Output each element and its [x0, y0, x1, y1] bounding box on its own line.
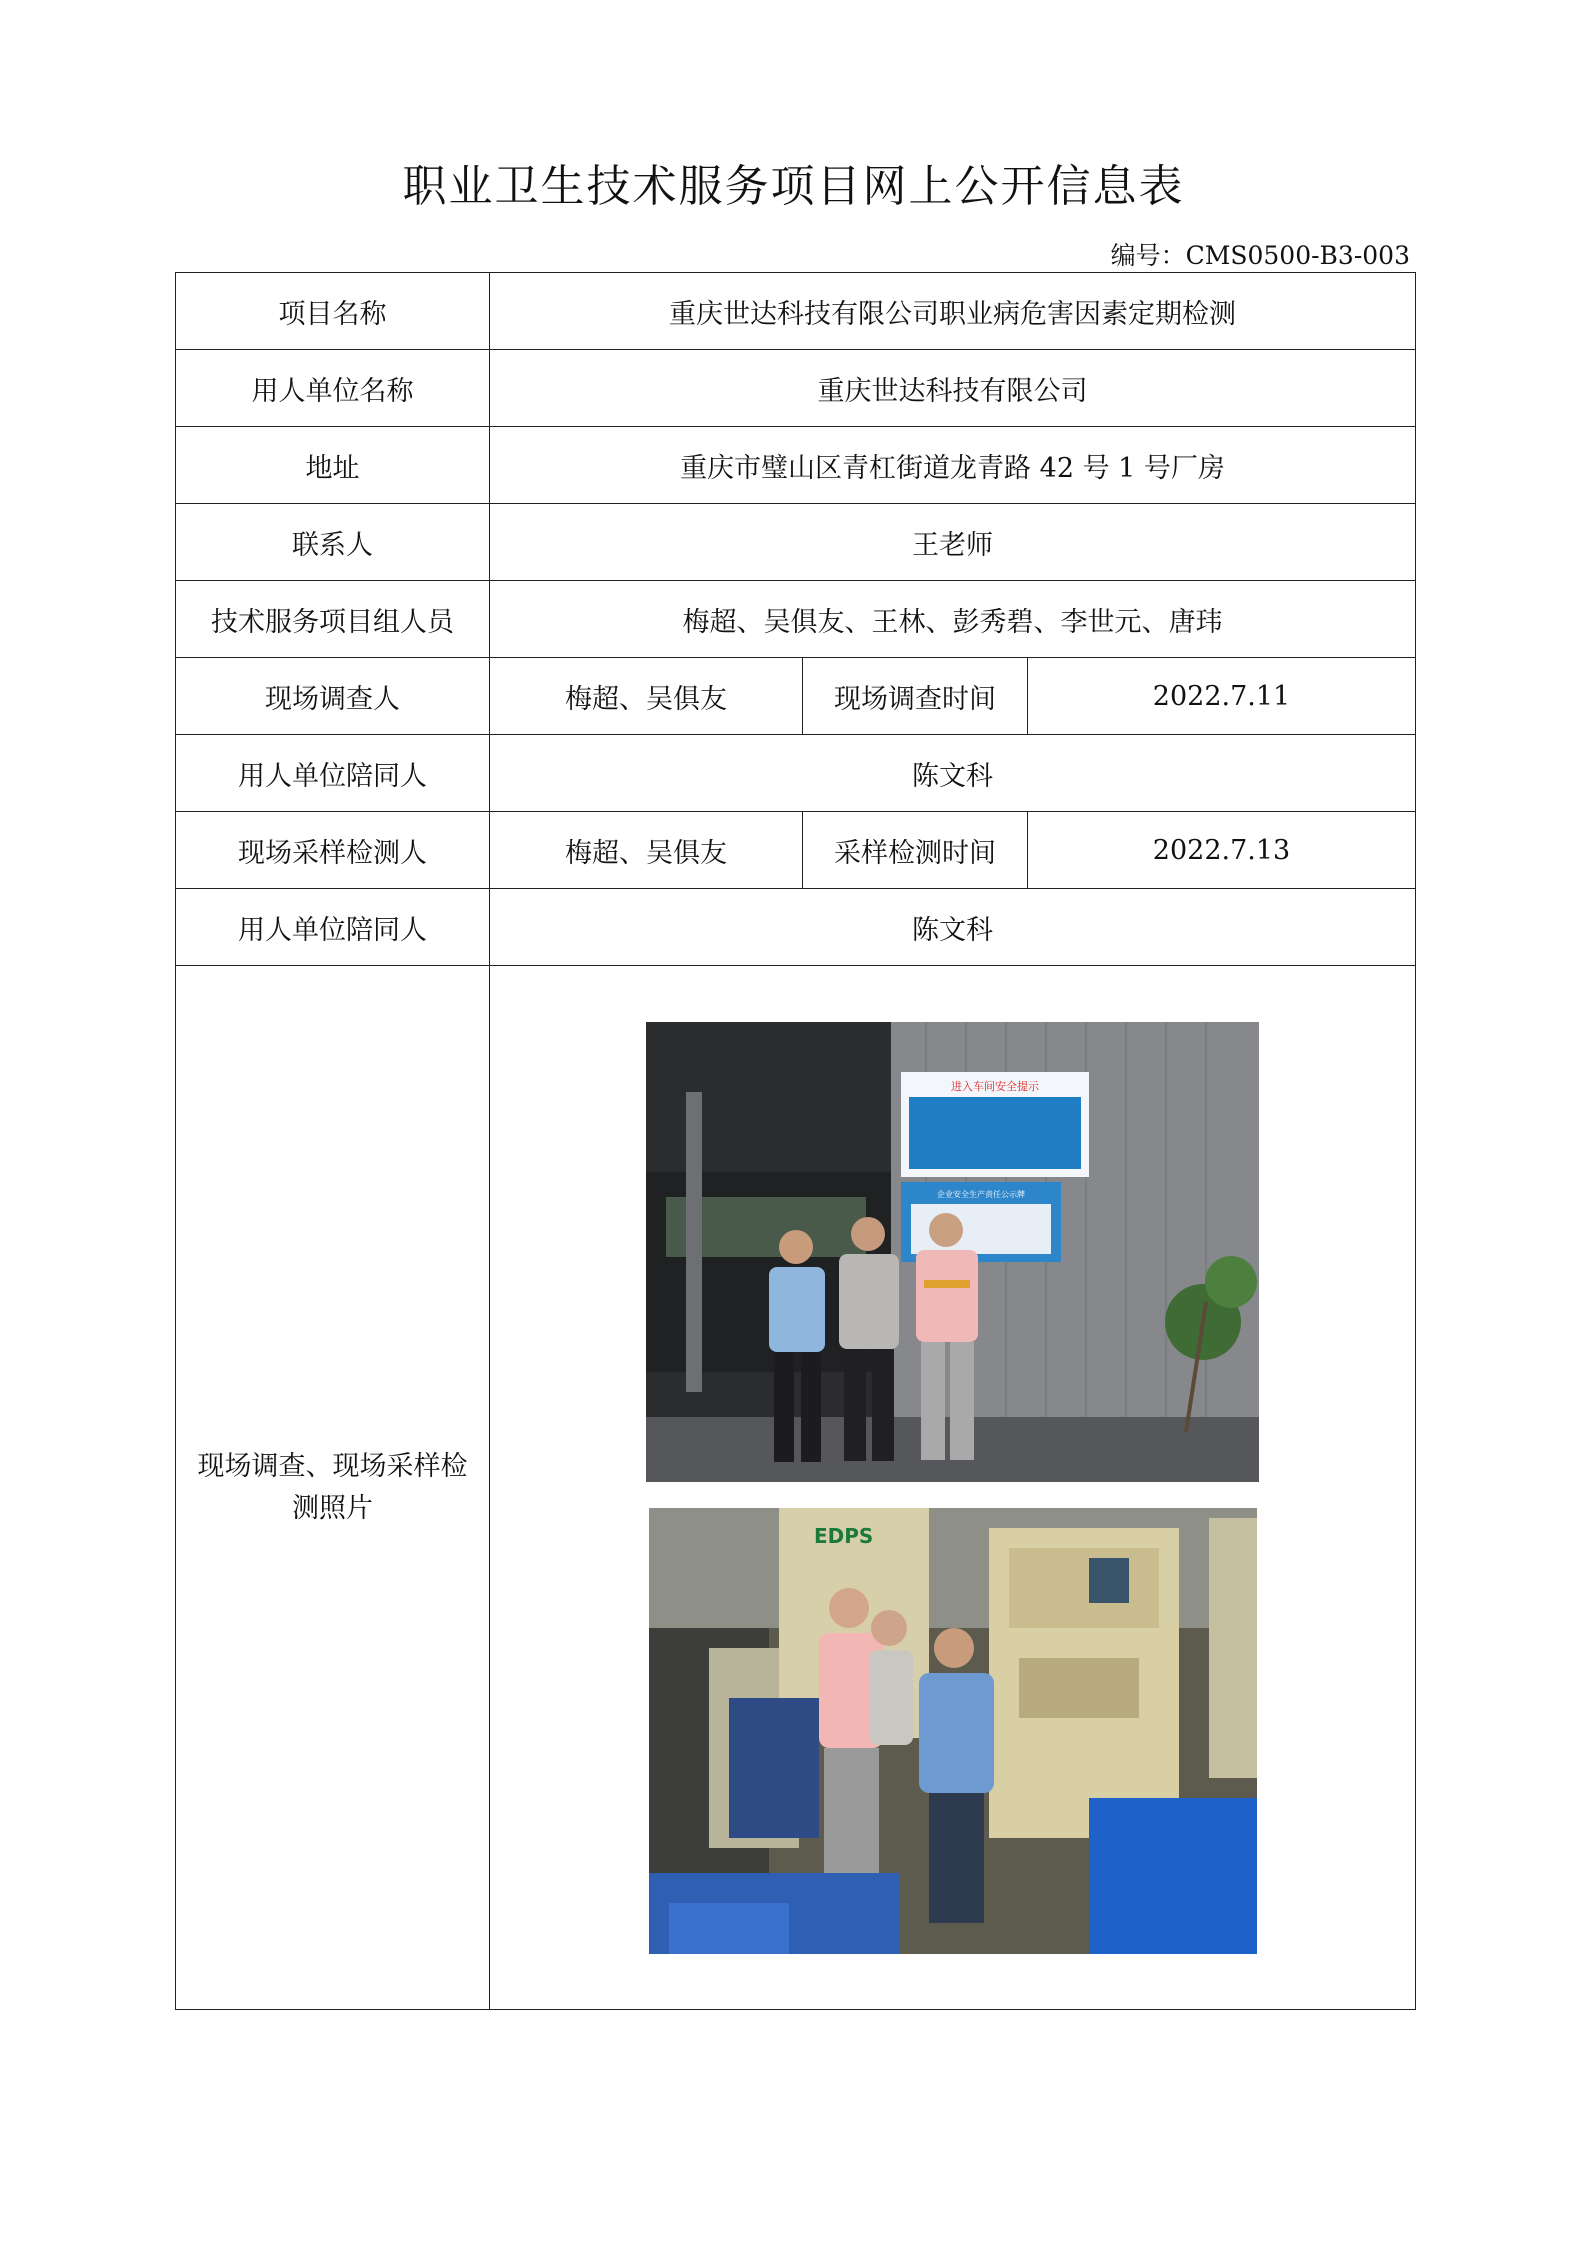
label-sampling-time: 采样检测时间 [803, 812, 1028, 889]
sampling-photo [649, 1508, 1257, 1954]
row-escort-2 [176, 889, 1416, 966]
row-escort-1 [176, 735, 1416, 812]
row-contact [176, 504, 1416, 581]
photos-cell [490, 966, 1416, 2010]
label-escort-2: 用人单位陪同人 [176, 889, 490, 966]
label-contact: 联系人 [176, 504, 490, 581]
value-project: 重庆世达科技有限公司职业病危害因素定期检测 [490, 273, 1416, 350]
label-sampling: 现场采样检测人 [176, 812, 490, 889]
page-title: 职业卫生技术服务项目网上公开信息表 [402, 161, 1185, 212]
value-escort-2: 陈文科 [490, 889, 1416, 966]
label-escort-1: 用人单位陪同人 [176, 735, 490, 812]
value-team: 梅超、吴俱友、王林、彭秀碧、李世元、唐玮 [490, 581, 1416, 658]
sampling-photo-drawing [649, 1508, 1257, 1954]
machine-brand-label: EDPS [813, 1523, 873, 1548]
value-address: 重庆市璧山区青杠街道龙青路 42 号 1 号厂房 [490, 427, 1416, 504]
site-survey-photo-drawing [646, 1022, 1259, 1482]
row-sampling [176, 812, 1416, 889]
label-survey-time: 现场调查时间 [803, 658, 1028, 735]
label-project: 项目名称 [176, 273, 490, 350]
row-photos [176, 966, 1416, 2010]
label-photos-text: 现场调查、现场采样检测照片 [197, 1450, 468, 1524]
safety-sign-heading: 进入车间安全提示 [951, 1079, 1039, 1093]
value-contact: 王老师 [490, 504, 1416, 581]
label-address: 地址 [176, 427, 490, 504]
document-number: 编号：CMS0500-B3-003 [1110, 241, 1410, 270]
value-survey-time: 2022.7.11 [1028, 658, 1416, 735]
label-survey: 现场调查人 [176, 658, 490, 735]
value-survey: 梅超、吴俱友 [490, 658, 803, 735]
value-escort-1: 陈文科 [490, 735, 1416, 812]
row-survey [176, 658, 1416, 735]
value-employer: 重庆世达科技有限公司 [490, 350, 1416, 427]
row-team [176, 581, 1416, 658]
value-sampling-time: 2022.7.13 [1028, 812, 1416, 889]
value-sampling: 梅超、吴俱友 [490, 812, 803, 889]
label-team: 技术服务项目组人员 [176, 581, 490, 658]
safety-board-heading: 企业安全生产责任公示牌 [937, 1189, 1025, 1199]
row-employer [176, 350, 1416, 427]
label-photos [176, 966, 490, 2010]
site-survey-photo [646, 1022, 1259, 1482]
row-address [176, 427, 1416, 504]
row-project [176, 273, 1416, 350]
info-table [175, 272, 1416, 2010]
label-employer: 用人单位名称 [176, 350, 490, 427]
worker-middle [869, 1610, 913, 1745]
